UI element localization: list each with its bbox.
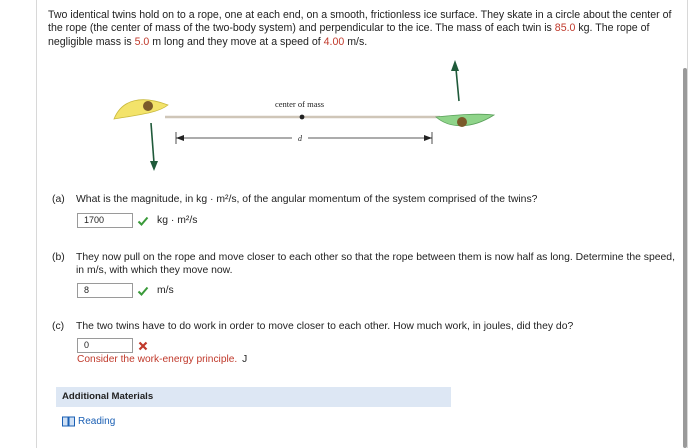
answer-a-row bbox=[77, 213, 197, 228]
question-a-label: (a) bbox=[52, 194, 65, 205]
reading-link[interactable] bbox=[62, 416, 115, 427]
hint-message: Consider the work-energy principle. bbox=[77, 354, 238, 365]
problem-statement bbox=[48, 9, 678, 49]
answer-b-row bbox=[77, 283, 174, 298]
question-c-label: (c) bbox=[52, 321, 65, 332]
answer-a-input[interactable]: 1700 bbox=[77, 213, 133, 228]
question-c bbox=[52, 320, 682, 333]
problem-text-2: kg. The rope of negligible mass is bbox=[48, 22, 650, 48]
left-twin-figure bbox=[114, 100, 168, 119]
left-velocity-arrow bbox=[150, 123, 158, 171]
question-b-text: They now pull on the rope and move closer to each other so that the rope between them is now half as long. Determine the speed, in m/s, with which they move now. bbox=[76, 252, 675, 277]
center-of-mass-label: center of mass bbox=[275, 99, 325, 109]
answer-a-unit: kg · m²/s bbox=[157, 215, 198, 226]
speed-value: 4.00 bbox=[323, 35, 345, 48]
problem-text-1: Two identical twins hold on to a rope, one at each end, on a smooth, frictionless ice surface. They skate in a circle about the center of the rope (the center of mass of the two-body system) and perpendicular to the ice. The mass of each twin is bbox=[48, 9, 672, 35]
scrollbar[interactable] bbox=[683, 68, 687, 448]
answer-c-input[interactable]: 0 bbox=[77, 338, 133, 353]
distance-dimension bbox=[176, 132, 432, 144]
reading-link-label[interactable]: Reading bbox=[78, 416, 116, 427]
distance-label: d bbox=[298, 134, 302, 143]
answer-c-row bbox=[77, 338, 149, 353]
question-a bbox=[52, 193, 682, 206]
mass-value: 85.0 bbox=[554, 22, 576, 35]
problem-text-3: m long and they move at a speed of bbox=[149, 35, 324, 48]
answer-b-input[interactable]: 8 bbox=[77, 283, 133, 298]
additional-materials-header: Additional Materials bbox=[56, 387, 451, 407]
check-icon bbox=[137, 285, 149, 297]
right-velocity-arrow bbox=[451, 60, 459, 101]
question-b-label: (b) bbox=[52, 252, 65, 263]
hint-text bbox=[77, 354, 247, 365]
question-a-text: What is the magnitude, in kg · m²/s, of the angular momentum of the system comprised of the twins? bbox=[76, 194, 538, 205]
check-icon bbox=[137, 215, 149, 227]
book-icon bbox=[62, 416, 75, 427]
twins-rope-figure bbox=[110, 55, 500, 180]
right-twin-figure bbox=[436, 114, 494, 127]
answer-b-unit: m/s bbox=[157, 285, 174, 296]
question-c-text: The two twins have to do work in order to move closer to each other. How much work, in joules, did they do? bbox=[76, 321, 574, 332]
problem-text-4: m/s. bbox=[344, 35, 368, 48]
x-icon bbox=[137, 340, 149, 352]
center-of-mass-dot bbox=[300, 115, 305, 120]
length-value: 5.0 bbox=[134, 35, 150, 48]
hint-icon[interactable]: J bbox=[242, 354, 248, 365]
question-b bbox=[52, 251, 682, 278]
